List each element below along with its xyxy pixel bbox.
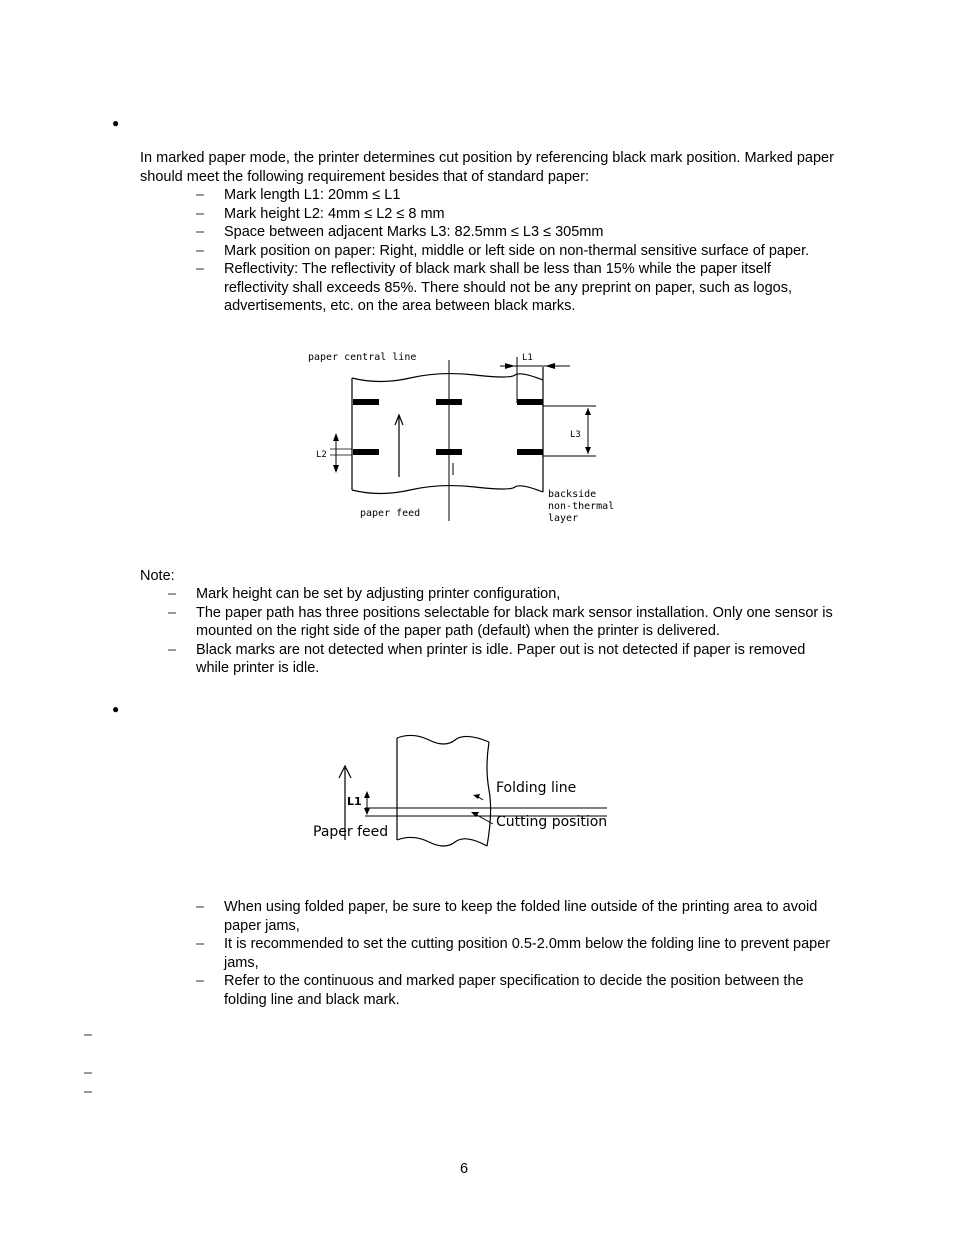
black-mark	[517, 399, 543, 405]
paper-central-line-label: paper central line	[308, 352, 417, 363]
list-item: – Mark length L1: 20mm ≤ L1	[196, 187, 401, 203]
l3-label: L3	[570, 430, 581, 440]
backside-label: layer	[548, 513, 579, 524]
folding-line-label: Folding line	[496, 780, 577, 796]
black-mark	[436, 449, 462, 455]
paper-feed-label: Paper feed	[313, 824, 389, 840]
black-mark	[353, 399, 379, 405]
list-item: – It is recommended to set the cutting position 0.5-2.0mm below the folding line to prevent paper jams,	[196, 936, 831, 971]
list-item: – Mark height L2: 4mm ≤ L2 ≤ 8 mm	[196, 205, 445, 222]
list-item: – Reflectivity: The reflectivity of black mark shall be less than 15% while the paper itself reflectivity shall exceeds 85%. There should not be any preprint on paper, such as logos, advertisements, etc. on the area between black marks.	[196, 261, 792, 314]
folded-notes-list	[196, 898, 836, 1009]
list-item: – Space between adjacent Marks L3: 82.5mm ≤ L3 ≤ 305mm	[196, 224, 604, 240]
requirements-list	[196, 186, 836, 316]
black-mark	[436, 399, 462, 405]
l1-label: L1	[522, 353, 533, 363]
bullet-marker: ●	[112, 702, 120, 716]
black-mark	[517, 449, 543, 455]
notes-list	[168, 585, 838, 678]
list-item: – When using folded paper, be sure to keep the folded line outside of the printing area to avoid paper jams,	[196, 899, 818, 934]
list-item: – Black marks are not detected when printer is idle. Paper out is not detected if paper is removed while printer is idle.	[168, 641, 806, 676]
stray-dash: –	[84, 1084, 93, 1100]
list-item: – Refer to the continuous and marked paper specification to decide the position between the folding line and black mark.	[196, 973, 804, 1008]
paper-feed-label: paper feed	[360, 508, 421, 519]
bullet-marker: ●	[112, 116, 120, 130]
page-number: 6	[460, 1161, 469, 1177]
stray-dash: –	[84, 1027, 93, 1043]
stray-dash: –	[84, 1065, 93, 1081]
list-item: – Mark height can be set by adjusting printer configuration,	[168, 586, 561, 602]
l1-label: L1	[347, 795, 362, 808]
folded-paper-diagram	[305, 728, 615, 860]
cutting-position-label: Cutting position	[496, 814, 608, 830]
black-mark-diagram	[300, 345, 640, 530]
backside-label: non-thermal	[548, 501, 615, 512]
l2-label: L2	[316, 450, 327, 460]
black-mark	[353, 449, 379, 455]
note-label: Note:	[140, 568, 175, 584]
list-item: – The paper path has three positions selectable for black mark sensor installation. Only one sensor is mounted on the right side of the paper path (default) when the printer is delivered.	[168, 604, 833, 639]
backside-label: backside	[548, 489, 597, 500]
list-item: – Mark position on paper: Right, middle or left side on non-thermal sensitive surface of paper.	[196, 242, 810, 259]
intro-paragraph: In marked paper mode, the printer determines cut position by referencing black mark position. Marked paper should meet the following requirement besides that of standard paper:	[140, 150, 834, 185]
